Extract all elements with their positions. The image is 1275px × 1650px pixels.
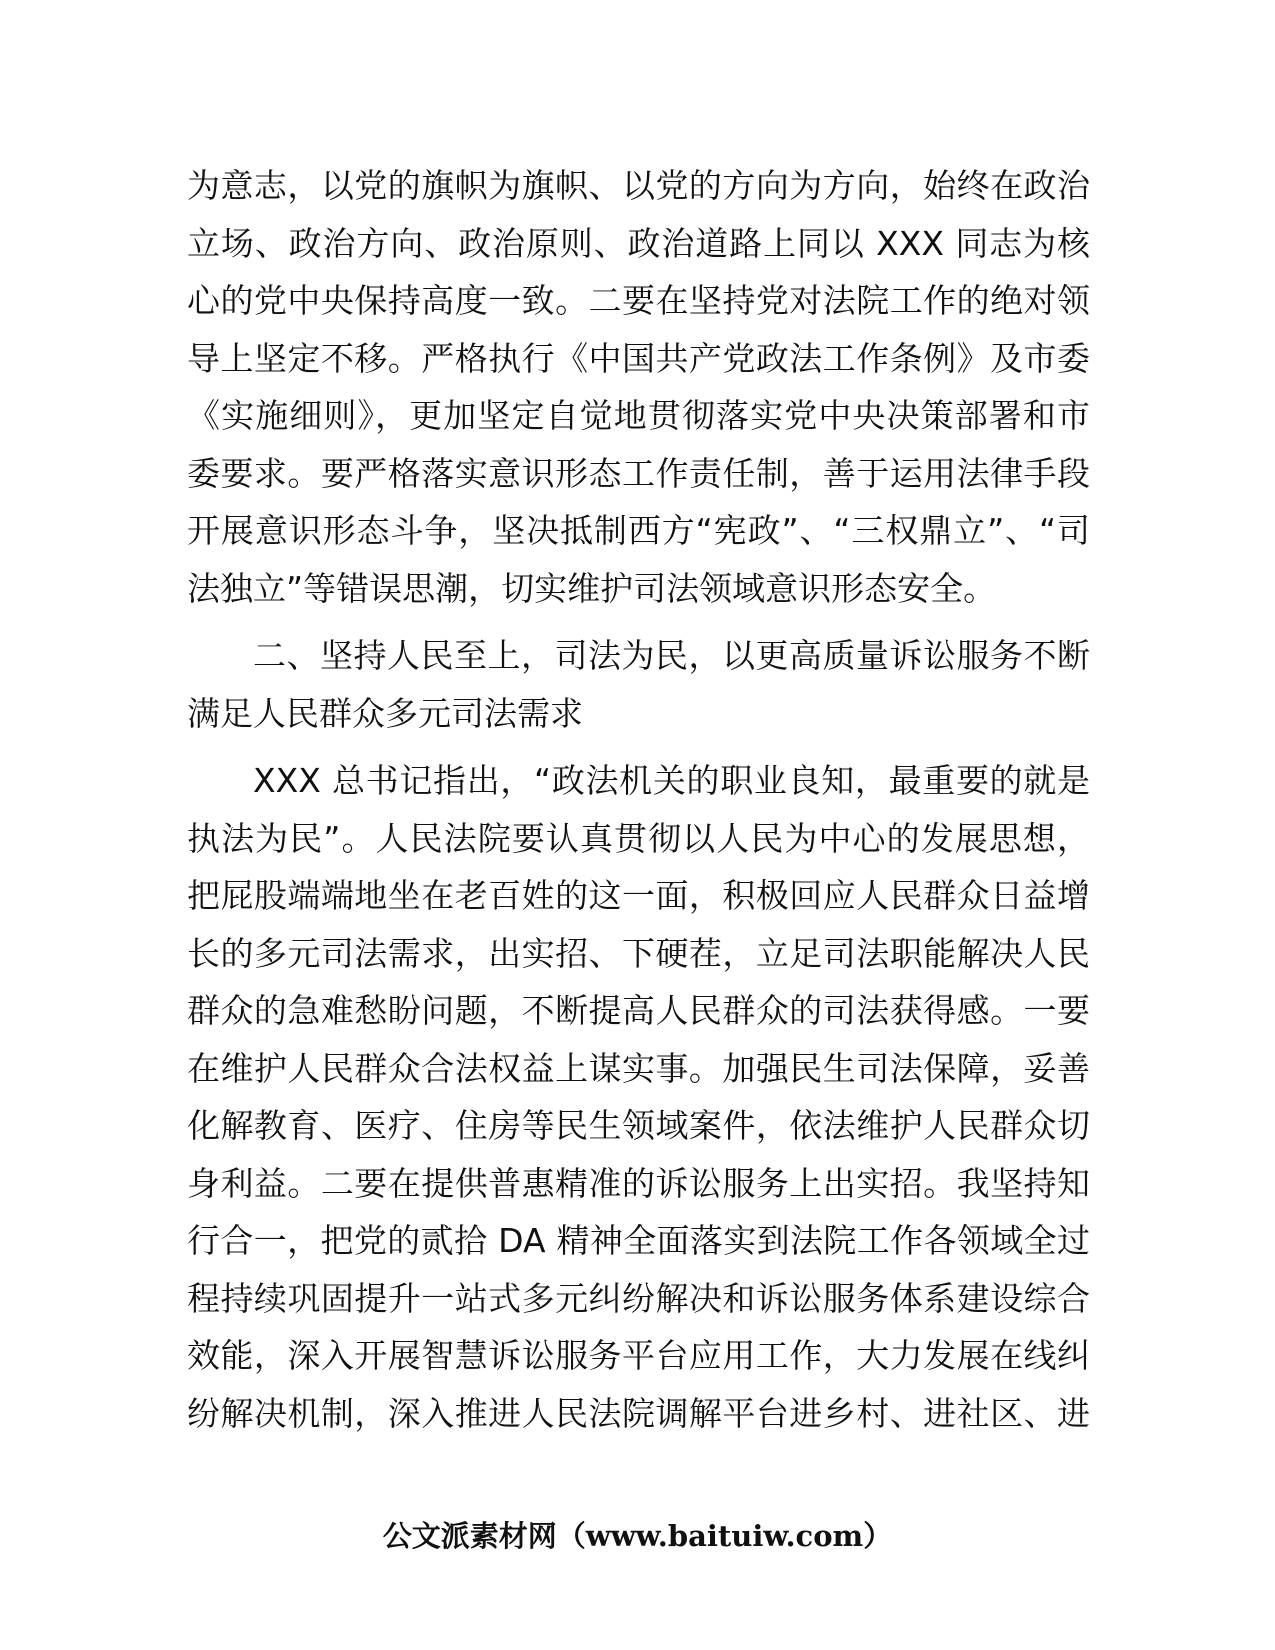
paragraph-gap bbox=[187, 742, 1090, 752]
paragraph-line: 委要求。要严格落实意识形态工作责任制，善于运用法律手段 bbox=[187, 453, 1090, 493]
section-heading-line: 二、坚持人民至上，司法为民，以更高质量诉讼服务不断 bbox=[253, 636, 1090, 675]
paragraph-line: 为意志，以党的旗帜为旗帜、以党的方向为方向，始终在政治 bbox=[187, 166, 1090, 205]
paragraph-line: 开展意识形态斗争，坚决抵制西方“宪政”、“三权鼎立”、“司 bbox=[187, 511, 1090, 550]
paragraph-line: 在维护人民群众合法权益上谋实事。加强民生司法保障，妥善 bbox=[187, 1048, 1090, 1088]
paragraph-line: 导上坚定不移。严格执行《中国共产党政法工作条例》及市委 bbox=[187, 338, 1090, 378]
paragraph-line: 法独立”等错误思潮，切实维护司法领域意识形态安全。 bbox=[187, 568, 997, 608]
paragraph-line: 身利益。二要在提供普惠精准的诉讼服务上出实招。我坚持知 bbox=[187, 1163, 1090, 1203]
paragraph-line: 程持续巩固提升一站式多元纠纷解决和诉讼服务体系建设综合 bbox=[187, 1278, 1090, 1318]
footer-watermark: 公文派素材网（www.baituiw.com） bbox=[382, 1519, 893, 1553]
paragraph-line: 效能，深入开展智慧诉讼服务平台应用工作，大力发展在线纠 bbox=[187, 1336, 1090, 1375]
paragraph-line: 执法为民”。人民法院要认真贯彻以人民为中心的发展思想， bbox=[187, 818, 1090, 858]
document-body bbox=[187, 157, 1090, 1442]
paragraph-line: 行合一，把党的贰拾 DA 精神全面落实到法院工作各领域全过 bbox=[187, 1221, 1090, 1260]
paragraph-line: 化解教育、医疗、住房等民生领域案件，依法维护人民群众切 bbox=[187, 1106, 1090, 1145]
paragraph-gap bbox=[187, 617, 1090, 627]
paragraph-line: 群众的急难愁盼问题，不断提高人民群众的司法获得感。一要 bbox=[187, 991, 1090, 1030]
paragraph-line: 心的党中央保持高度一致。二要在坚持党对法院工作的绝对领 bbox=[187, 281, 1090, 320]
paragraph-line: 立场、政治方向、政治原则、政治道路上同以 XXX 同志为核 bbox=[187, 223, 1090, 263]
paragraph-line: 把屁股端端地坐在老百姓的这一面，积极回应人民群众日益增 bbox=[187, 876, 1090, 915]
paragraph-line: 《实施细则》，更加坚定自觉地贯彻落实党中央决策部署和市 bbox=[187, 396, 1090, 435]
paragraph-line: 长的多元司法需求，出实招、下硬茬，立足司法职能解决人民 bbox=[187, 933, 1090, 973]
paragraph-line: XXX 总书记指出，“政法机关的职业良知，最重要的就是 bbox=[253, 761, 1090, 800]
section-heading-line: 满足人民群众多元司法需求 bbox=[187, 693, 583, 733]
paragraph-line: 纷解决机制，深入推进人民法院调解平台进乡村、进社区、进 bbox=[187, 1393, 1090, 1433]
